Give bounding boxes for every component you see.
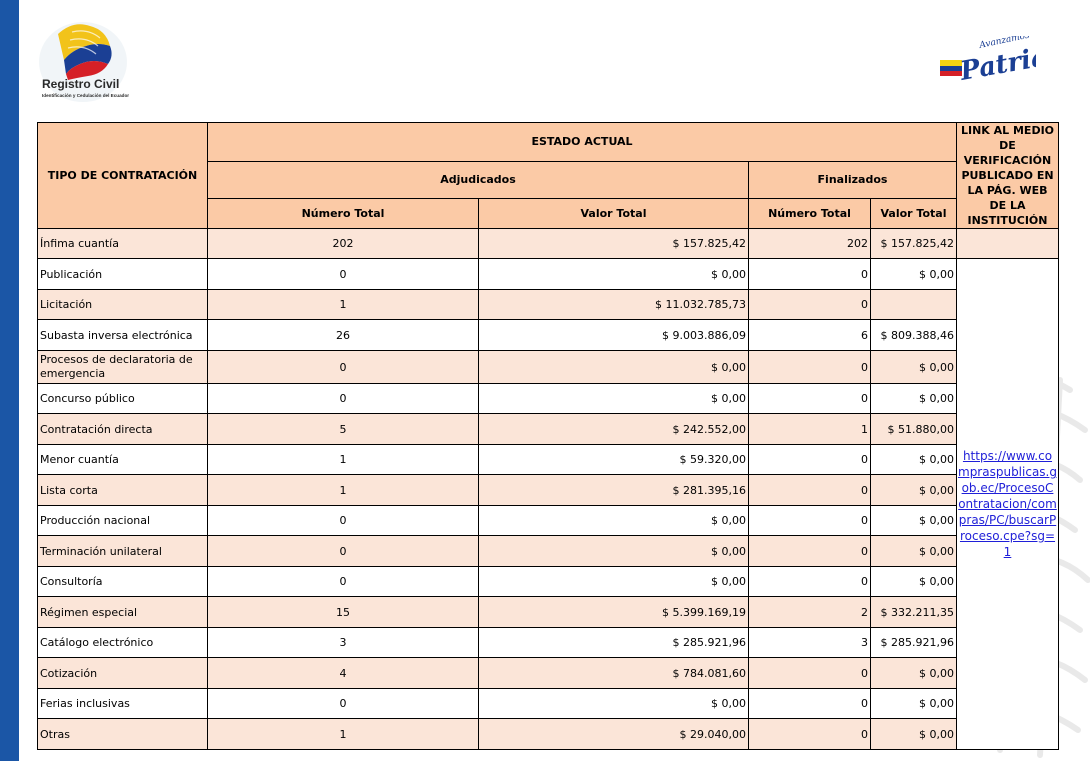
row-fin-val: $ 0,00	[871, 506, 957, 536]
row-tipo: Otras	[38, 719, 208, 750]
row-fin-val: $ 0,00	[871, 536, 957, 567]
row-tipo: Cotización	[38, 658, 208, 689]
row-fin-val: $ 0,00	[871, 719, 957, 750]
row-adj-num: 1	[208, 290, 479, 320]
table-row	[38, 351, 1059, 384]
header-link: LINK AL MEDIO DE VERIFICACIÓN PUBLICADO EN LA PÁG. WEB DE LA INSTITUCIÓN	[957, 123, 1059, 229]
row-adj-val: $ 281.395,16	[479, 475, 749, 506]
row-adj-val: $ 242.552,00	[479, 414, 749, 445]
row-tipo: Régimen especial	[38, 597, 208, 628]
row-fin-val: $ 0,00	[871, 259, 957, 290]
row-fin-val: $ 285.921,96	[871, 628, 957, 658]
row-fin-num: 0	[749, 536, 871, 567]
row-fin-num: 0	[749, 445, 871, 475]
row-tipo: Menor cuantía	[38, 445, 208, 475]
header-adjudicados: Adjudicados	[208, 161, 749, 198]
table-row	[38, 384, 1059, 414]
row-adj-num: 0	[208, 567, 479, 597]
table-row	[38, 567, 1059, 597]
row-adj-num: 15	[208, 597, 479, 628]
row-fin-val: $ 0,00	[871, 445, 957, 475]
row-fin-val: $ 0,00	[871, 567, 957, 597]
row-adj-num: 0	[208, 259, 479, 290]
row-fin-num: 0	[749, 719, 871, 750]
table-row	[38, 259, 1059, 290]
logo-left-subtitle: Identificación y Cedulación del Ecuador	[42, 93, 130, 98]
row-fin-num: 0	[749, 689, 871, 719]
row-adj-val: $ 29.040,00	[479, 719, 749, 750]
row-fin-val: $ 157.825,42	[871, 229, 957, 259]
row-fin-val	[871, 290, 957, 320]
row-fin-num: 6	[749, 320, 871, 351]
row-adj-val: $ 0,00	[479, 384, 749, 414]
table-row	[38, 320, 1059, 351]
row-fin-num: 0	[749, 658, 871, 689]
row-adj-num: 1	[208, 475, 479, 506]
row-tipo: Ínfima cuantía	[38, 229, 208, 259]
row-adj-num: 1	[208, 445, 479, 475]
logo-left-title: Registro Civil	[42, 77, 120, 91]
verification-link-cell	[957, 259, 1059, 750]
row-adj-val: $ 59.320,00	[479, 445, 749, 475]
row-adj-val: $ 0,00	[479, 567, 749, 597]
row-fin-num: 202	[749, 229, 871, 259]
row-adj-val: $ 9.003.886,09	[479, 320, 749, 351]
row-tipo: Lista corta	[38, 475, 208, 506]
row-tipo: Contratación directa	[38, 414, 208, 445]
table-row	[38, 290, 1059, 320]
row-adj-num: 0	[208, 536, 479, 567]
logo-right-small: Avanzamos	[978, 36, 1031, 51]
header-fin-valor: Valor Total	[871, 198, 957, 228]
table-row	[38, 475, 1059, 506]
table-row	[38, 719, 1059, 750]
row-adj-num: 0	[208, 384, 479, 414]
row-adj-num: 0	[208, 689, 479, 719]
row-fin-val: $ 0,00	[871, 689, 957, 719]
row-adj-num: 3	[208, 628, 479, 658]
row-fin-num: 0	[749, 475, 871, 506]
left-accent-bar	[0, 0, 19, 761]
table-row	[38, 536, 1059, 567]
table-row	[38, 229, 1059, 259]
header-tipo: TIPO DE CONTRATACIÓN	[38, 123, 208, 229]
row-fin-val: $ 332.211,35	[871, 597, 957, 628]
row-fin-val: $ 0,00	[871, 351, 957, 384]
table-row	[38, 628, 1059, 658]
row-fin-num: 2	[749, 597, 871, 628]
row-fin-val: $ 809.388,46	[871, 320, 957, 351]
row-tipo: Producción nacional	[38, 506, 208, 536]
row-adj-val: $ 0,00	[479, 351, 749, 384]
row-adj-val: $ 0,00	[479, 259, 749, 290]
logo-right-big: Patria!	[958, 40, 1036, 86]
header-adj-valor: Valor Total	[479, 198, 749, 228]
row-fin-num: 0	[749, 384, 871, 414]
row-fin-num: 3	[749, 628, 871, 658]
row-adj-num: 5	[208, 414, 479, 445]
row-adj-val: $ 285.921,96	[479, 628, 749, 658]
header-estado: ESTADO ACTUAL	[208, 123, 957, 162]
row-tipo: Procesos de declaratoria de emergencia	[38, 351, 208, 384]
row-adj-num: 202	[208, 229, 479, 259]
header-finalizados: Finalizados	[749, 161, 957, 198]
row-adj-val: $ 11.032.785,73	[479, 290, 749, 320]
row-tipo: Ferias inclusivas	[38, 689, 208, 719]
row-fin-num: 0	[749, 567, 871, 597]
table-row	[38, 506, 1059, 536]
row-tipo: Licitación	[38, 290, 208, 320]
table-row	[38, 414, 1059, 445]
row-adj-num: 0	[208, 351, 479, 384]
row-adj-val: $ 157.825,42	[479, 229, 749, 259]
row-fin-val: $ 0,00	[871, 384, 957, 414]
table-row	[38, 445, 1059, 475]
row-tipo: Subasta inversa electrónica	[38, 320, 208, 351]
row-adj-val: $ 0,00	[479, 689, 749, 719]
header-adj-numero: Número Total	[208, 198, 479, 228]
row-adj-num: 4	[208, 658, 479, 689]
row-fin-num: 1	[749, 414, 871, 445]
row-adj-val: $ 784.081,60	[479, 658, 749, 689]
row-fin-val: $ 0,00	[871, 475, 957, 506]
patria-logo	[936, 36, 1036, 86]
row-adj-num: 1	[208, 719, 479, 750]
row-tipo: Catálogo electrónico	[38, 628, 208, 658]
row-fin-num: 0	[749, 351, 871, 384]
table-row	[38, 597, 1059, 628]
row-adj-num: 26	[208, 320, 479, 351]
verification-link[interactable]: https://www.compraspublicas.gob.ec/ProcesoContratacion/compras/PC/buscarProceso.cpe?sg=1	[958, 449, 1057, 559]
row-fin-num: 0	[749, 259, 871, 290]
contracting-table	[37, 122, 1059, 750]
row-fin-val: $ 0,00	[871, 658, 957, 689]
row-adj-num: 0	[208, 506, 479, 536]
row-tipo: Terminación unilateral	[38, 536, 208, 567]
row-fin-num: 0	[749, 290, 871, 320]
registro-civil-logo	[28, 12, 138, 112]
row-fin-num: 0	[749, 506, 871, 536]
row-tipo: Publicación	[38, 259, 208, 290]
header-fin-numero: Número Total	[749, 198, 871, 228]
row-adj-val: $ 5.399.169,19	[479, 597, 749, 628]
table-row	[38, 689, 1059, 719]
row-adj-val: $ 0,00	[479, 536, 749, 567]
row-tipo: Consultoría	[38, 567, 208, 597]
table-row	[38, 658, 1059, 689]
row-adj-val: $ 0,00	[479, 506, 749, 536]
first-link-cell	[957, 229, 1059, 259]
row-fin-val: $ 51.880,00	[871, 414, 957, 445]
row-tipo: Concurso público	[38, 384, 208, 414]
